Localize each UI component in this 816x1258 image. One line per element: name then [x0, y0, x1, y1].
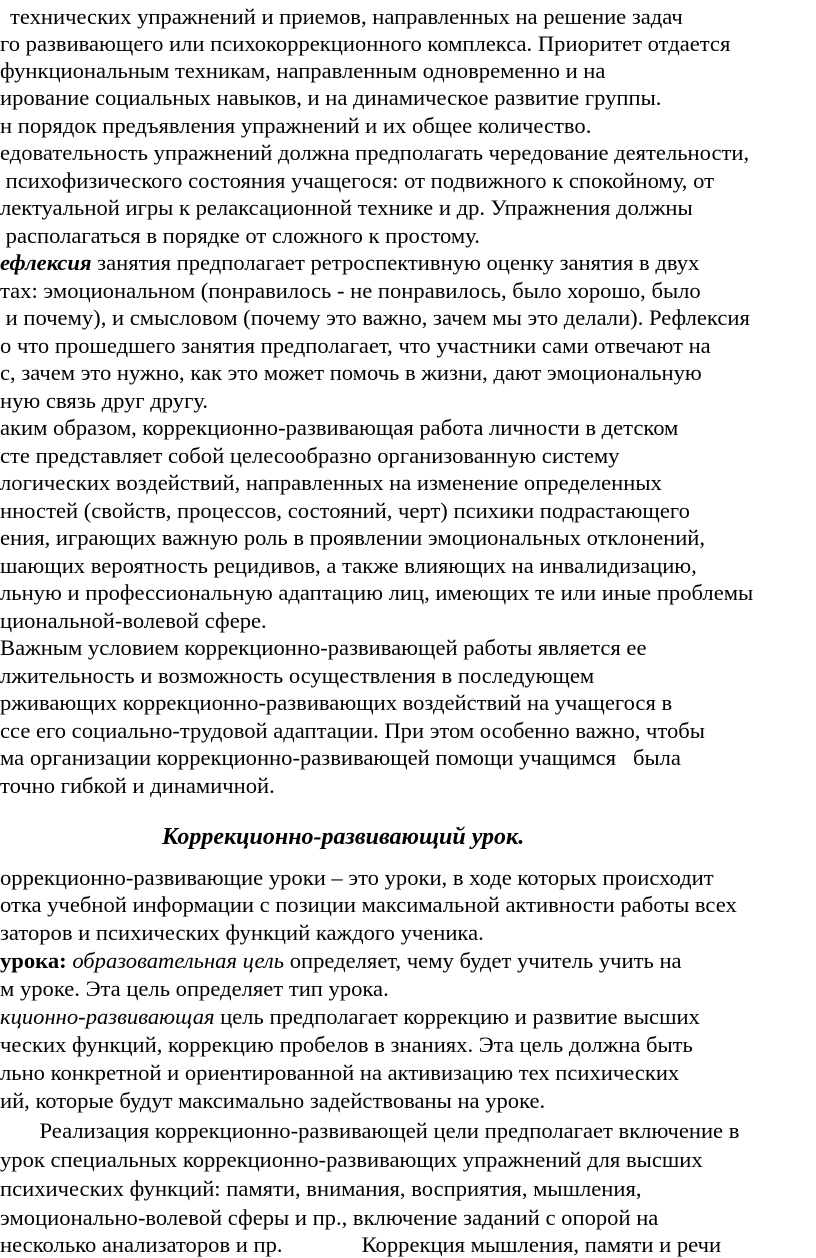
text-line: точно гибкой и динамичной.: [0, 773, 275, 798]
reflection-line-rest: занятия предполагает ретроспективную оценку занятия в двух: [91, 250, 700, 275]
section-heading: Коррекционно-развивающий урок.: [162, 824, 525, 850]
text-line: Реализация коррекционно-развивающей цели предполагает включение в: [0, 1118, 740, 1143]
text-line: отка учебной информации с позиции максимальной активности работы всех: [0, 892, 737, 917]
text-line: сте представляет собой целесообразно организованную систему: [0, 443, 620, 468]
text-line: шающих вероятность рецидивов, а также влияющих на инвалидизацию,: [0, 553, 697, 578]
text-line: ения, играющих важную роль в проявлении эмоциональных отклонений,: [0, 525, 706, 550]
text-line: лжительность и возможность осуществления в последующем: [0, 663, 595, 688]
goals-label: урока:: [0, 948, 67, 973]
text-line: н порядок предъявления упражнений и их общее количество.: [0, 113, 592, 138]
text-line: психических функций: памяти, внимания, восприятия, мышления,: [0, 1176, 642, 1201]
text-line: несколько анализаторов и пр. Коррекция мышления, памяти и речи: [0, 1232, 722, 1257]
text-line: го развивающего или психокоррекционного комплекса. Приоритет отдается: [0, 31, 731, 56]
text-line: о что прошедшего занятия предполагает, что участники сами отвечают на: [0, 333, 711, 358]
text-line: заторов и психических функций каждого ученика.: [0, 920, 484, 945]
text-line: ирование социальных навыков, и на динамическое развитие группы.: [0, 85, 662, 110]
text-line: льную и профессиональную адаптацию лиц, имеющих те или иные проблемы: [0, 580, 754, 605]
text-line: функциональным техникам, направленным одновременно и на: [0, 58, 606, 83]
text-line: ную связь друг другу.: [0, 388, 209, 413]
educational-goal-term: образовательная цель: [72, 948, 285, 973]
text-line: эмоционально-волевой сферы и пр., включение заданий с опорой на: [0, 1205, 659, 1230]
corrective-line-rest: цель предполагает коррекцию и развитие высших: [214, 1004, 700, 1029]
goals-line-rest: определяет, чему будет учитель учить на: [284, 948, 682, 973]
text-line: лектуальной игры к релаксационной технике и др. Упражнения должны: [0, 195, 693, 220]
text-line: урок специальных коррекционно-развивающих упражнений для высших: [0, 1147, 703, 1172]
text-line: и почему), и смысловом (почему это важно, зачем мы это делали). Рефлексия: [0, 305, 750, 330]
text-line: с, зачем это нужно, как это может помочь в жизни, дают эмоциональную: [0, 360, 702, 385]
text-line: ссе его социально-трудовой адаптации. При этом особенно важно, чтобы: [0, 718, 705, 743]
corrective-goal-term: кционно-развивающая: [0, 1004, 215, 1029]
text-line: льно конкретной и ориентированной на активизацию тех психических: [0, 1060, 680, 1085]
text-line: Важным условием коррекционно-развивающей работы является ее: [0, 635, 647, 660]
text-line: м уроке. Эта цель определяет тип урока.: [0, 976, 389, 1001]
text-line: ческих функций, коррекцию пробелов в знаниях. Эта цель должна быть: [0, 1032, 693, 1057]
text-line: психофизического состояния учащегося: от подвижного к спокойному, от: [0, 168, 714, 193]
text-line: рживающих коррекционно-развивающих воздействий на учащегося в: [0, 690, 673, 715]
reflection-first-line: [0, 250, 699, 276]
goals-first-line: [0, 948, 682, 974]
text-line: технических упражнений и приемов, направленных на решение задач: [10, 4, 683, 29]
text-line: тах: эмоциональном (понравилось - не понравилось, было хорошо, было: [0, 278, 701, 303]
text-line: аким образом, коррекционно-развивающая работа личности в детском: [0, 415, 679, 440]
text-line: ий, которые будут максимально задействованы на уроке.: [0, 1088, 546, 1113]
text-line: оррекционно-развивающие уроки – это уроки, в ходе которых происходит: [0, 865, 714, 890]
text-line: логических воздействий, направленных на изменение определенных: [0, 470, 662, 495]
reflection-term: ефлексия: [0, 250, 92, 275]
text-line: ма организации коррекционно-развивающей помощи учащимся была: [0, 745, 681, 770]
text-line: едовательность упражнений должна предполагать чередование деятельности,: [0, 140, 750, 165]
text-line: нностей (свойств, процессов, состояний, черт) психики подрастающего: [0, 498, 690, 523]
text-line: располагаться в порядке от сложного к простому.: [0, 223, 480, 248]
text-line: циональной-волевой сфере.: [0, 608, 267, 633]
corrective-goal-line: [0, 1004, 700, 1030]
